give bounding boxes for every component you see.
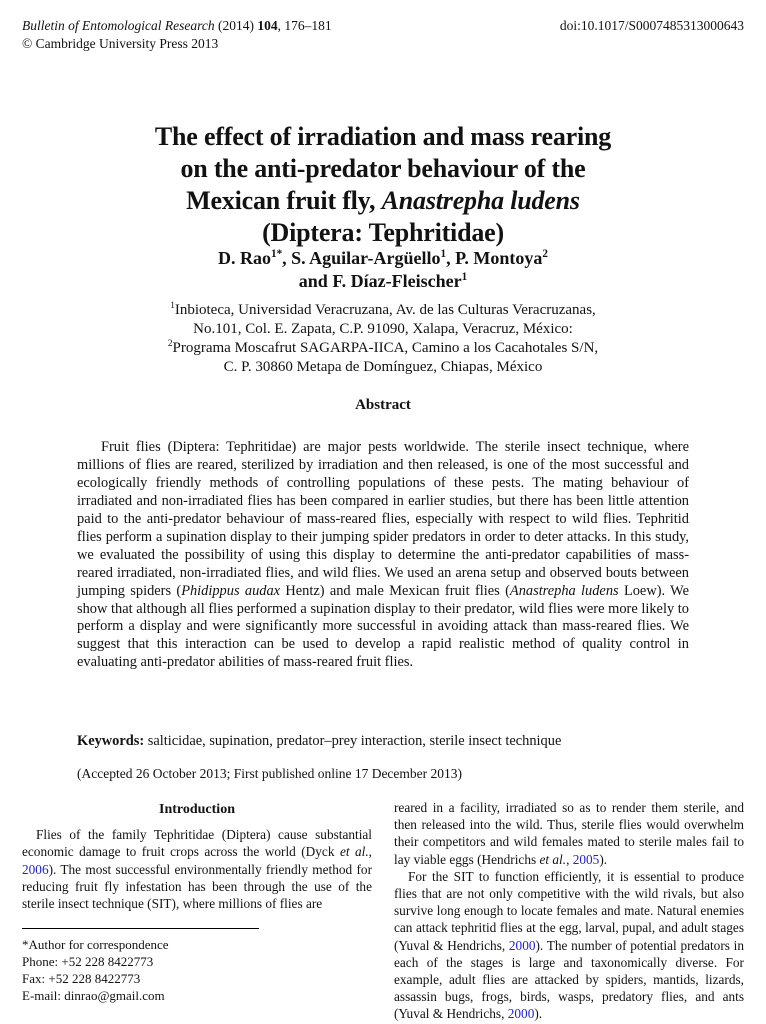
text-segment: Fruit flies (Diptera: Tephritidae) are major pests worldwide. The sterile insect technique, where millions of flies are reared, sterilized by irradiation and then released, is one of the most successful and ecologically friendly methods of controlling populations of these pests. The mating behaviour of irradiated and non-irradiated flies has been compared in earlier studies, but there has been little attention paid to the anti-predator behaviour of mass-reared flies, especially with respect to wild flies. Tephritid flies perform a supination display to their jumping spider predators in order to deter attacks. In this study, we evaluated the possibility of using this display to determine the anti-predator capabilities of mass-reared irradiated, non-irradiated flies, and wild flies. We used an arena setup and observed bouts between jumping spiders ( [77,439,689,599]
introduction-paragraph-right-1 [394,799,744,868]
text-segment: Keywords: [77,733,145,750]
text-segment: Bulletin of Entomological Research [22,18,215,33]
text-segment: No.101, Col. E. Zapata, C.P. 91090, Xalapa, Veracruz, México: [193,321,573,337]
superscript: 1* [271,248,283,260]
text-segment: Loew). We show that although all flies performed a supination display to their predator, wild flies were more likely to perform a display and were significantly more successful in avoiding attack than mass-reared flies. We suggest that this interaction can be used to develop a rapid realistic method of quality control in evaluating anti-predator abilities of mass-reared fruit flies. [77,582,689,671]
superscript: 2 [542,248,548,260]
citation-link[interactable]: 2000 [508,937,536,953]
introduction-paragraph-left [22,826,372,912]
affiliations [40,301,726,377]
text-segment: 104 [257,18,278,33]
text-segment: Anastrepha ludens [381,186,580,216]
text-segment: , P. Montoya [446,248,543,268]
text-segment: ). The most successful environmentally friendly method for reducing fruit fly infestation has been through the use of the sterile insect technique (SIT), where millions of flies are [22,861,372,912]
citation-link[interactable]: 2005 [572,851,600,867]
text-segment: (Diptera: Tephritidae) [262,218,504,248]
abstract-text [77,439,689,672]
text-segment: (2014) [214,18,258,33]
citation-link[interactable]: 2006 [22,861,49,877]
text-segment: reared in a facility, irradiated so as to render them sterile, and then released into the wild. Thus, sterile flies would overwhelm their competitors and wild females mated to sterile males fail to lay viable eggs (Hendrichs [394,800,744,867]
abstract-heading: Abstract [355,397,411,413]
text-segment: Anastrepha ludens [509,582,619,599]
text-segment: , 176–181 [277,18,332,33]
correspondence-text [22,936,372,1004]
text-segment: Flies of the family Tephritidae (Diptera) cause substantial economic damage to fruit crops across the world (Dyck [22,827,372,860]
text-segment: ). [599,851,608,867]
text-segment: C. P. 30860 Metapa de Domínguez, Chiapas, México [223,359,543,375]
text-segment: ). [534,1006,543,1022]
text-segment: E-mail: dinrao@gmail.com [22,988,165,1003]
text-segment: , [566,851,573,867]
page-header [22,17,744,53]
text-segment: ). The number of potential predators in each of the stages is large and taxonomically diverse. For example, adult flies are attacked by spiders, mantids, lizards, assassin bugs, frogs, birds, wasps, predatory flies, and ants (Yuval & Hendrichs, [394,937,744,1022]
text-segment: Inbioteca, Universidad Veracruzana, Av. de las Culturas Veracruzanas, [174,302,596,318]
superscript: 1 [170,301,175,311]
text-segment: and F. Díaz-Fleischer [298,271,462,291]
text-segment: salticidae, supination, predator–prey interaction, sterile insect technique [144,733,562,750]
text-segment: et al. [539,851,567,867]
citation-link[interactable]: 2000 [507,1006,535,1022]
author-list [40,247,726,293]
text-segment: Fax: +52 228 8422773 [22,971,141,986]
correspondence-footnote [22,928,372,1004]
article-title [40,121,726,249]
text-segment: Hentz) and male Mexican fruit flies ( [280,582,510,599]
text-segment: *Author for correspondence [22,937,169,952]
text-segment: Mexican fruit fly, [186,186,382,216]
keywords [77,732,689,750]
doi: doi:10.1017/S0007485313000643 [559,18,744,33]
text-segment: D. Rao [218,248,271,268]
superscript: 1 [440,248,447,260]
text-segment: Phone: +52 228 8422773 [22,954,154,969]
text-segment: For the SIT to function efficiently, it is essential to produce flies that are not only competitive with the wild rivals, but also survive long enough to locate females and mate. Natural enemies can attack tephritid flies at the egg, larval, pupal, and adult stages (Yuval & Hendrichs, [394,868,744,953]
introduction-heading: Introduction [159,802,235,817]
text-segment: , S. Aguilar-Argüello [282,248,441,268]
superscript: 2 [167,339,173,349]
column-right [394,799,744,1023]
text-segment: Phidippus audax [181,582,281,599]
introduction-paragraph-right-2 [394,868,744,1023]
journal-citation [22,17,332,35]
copyright-notice: © Cambridge University Press 2013 [22,36,219,51]
footnote-rule [22,928,259,929]
text-segment: The effect of irradiation and mass rearing [154,122,612,152]
text-segment: et al. [339,844,369,860]
acceptance-dates: (Accepted 26 October 2013; First published online 17 December 2013) [77,766,463,781]
text-segment: on the anti-predator behaviour of the [180,154,586,184]
text-segment: , [368,844,372,860]
superscript: 1 [461,271,468,283]
text-segment: Programa Moscafrut SAGARPA-IICA, Camino a los Cacahotales S/N, [172,340,599,356]
